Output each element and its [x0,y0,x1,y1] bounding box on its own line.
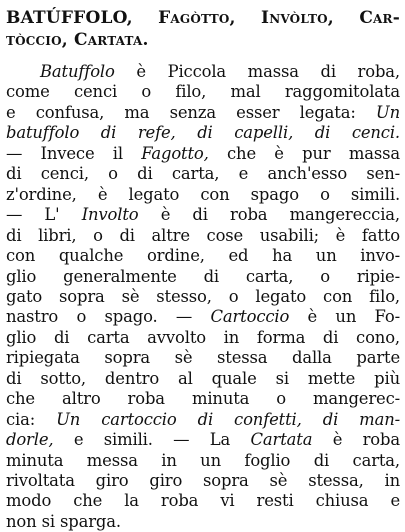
text-segment: — Invece il [6,143,142,163]
text-line [6,389,400,409]
text-segment: minuta messa in un foglio di carta, [6,450,400,470]
text-segment: è Piccola massa di roba, [114,62,400,81]
text-segment: nastro o spago. — [6,307,211,327]
text-segment: di cenci, o di carta, e anch'esso sen- [6,164,400,184]
text-line [6,471,400,491]
text-segment: glio di carta avvolto in forma di cono, [6,327,400,347]
text-segment: di libri, o di altre cose usabili; è fatto [6,225,400,245]
text-segment: modo che la roba vi resti chiusa e [6,491,400,511]
text-segment: glio generalmente di carta, o ripie- [6,266,400,286]
text-segment: ripiegata sopra sè stessa dalla parte [6,348,400,368]
text-line [6,348,400,368]
text-line [6,226,400,246]
text-segment: rivoltata giro giro sopra sè stessa, in [6,471,400,490]
text-segment: che altro roba minuta o mangerec- [6,389,400,409]
text-line [6,123,400,143]
text-line [6,328,400,348]
text-segment: che è pur massa [208,143,400,163]
text-segment: e confusa, ma senza esser legata: [6,102,376,122]
italic-segment: Cartata [250,430,313,450]
text-segment: è di roba mangereccia, [138,205,400,225]
text-segment: come cenci o filo, mal raggomitolata [6,82,400,102]
text-line [6,491,400,511]
text-segment: e simili. — La [53,430,251,450]
text-line [6,164,400,184]
italic-segment: Un [375,102,400,122]
text-line [6,205,400,225]
text-line [6,430,400,450]
text-segment: — L' [6,205,82,225]
text-line [6,82,400,102]
heading-line: BATÚFFOLO, Fagòtto, Invòlto, Car- [6,8,400,28]
text-segment: non si sparga. [6,511,121,531]
italic-segment: Batuffolo [40,62,115,81]
text-segment: cia: [6,409,57,429]
text-line [6,62,400,82]
text-segment: di sotto, dentro al quale si mette più [6,368,400,388]
italic-segment: batuffolo di refe, di capelli, di cenci. [6,123,400,143]
text-line [6,144,400,164]
text-segment: è roba [312,430,400,450]
text-line [6,369,400,389]
text-segment: gato sopra sè stesso, o legato con filo, [6,286,400,306]
text-segment: è un Fo- [289,307,400,327]
heading-line: tòccio, Cartata. [6,30,149,50]
text-line [6,185,400,205]
italic-segment: Un cartoccio di confetti, di man- [56,409,400,429]
text-segment: z'ordine, è legato con spago o simili. [6,184,400,204]
text-line [6,103,400,123]
italic-segment: Cartoccio [210,307,290,327]
text-line [6,267,400,287]
italic-segment: dorle, [6,430,54,450]
text-line [6,246,400,266]
text-segment: con qualche ordine, ed ha un invo- [6,246,400,266]
text-line [6,307,400,327]
text-line [6,410,400,430]
italic-segment: Fagotto, [141,143,209,163]
italic-segment: Involto [81,205,139,225]
text-line [6,287,400,307]
text-line [6,451,400,471]
